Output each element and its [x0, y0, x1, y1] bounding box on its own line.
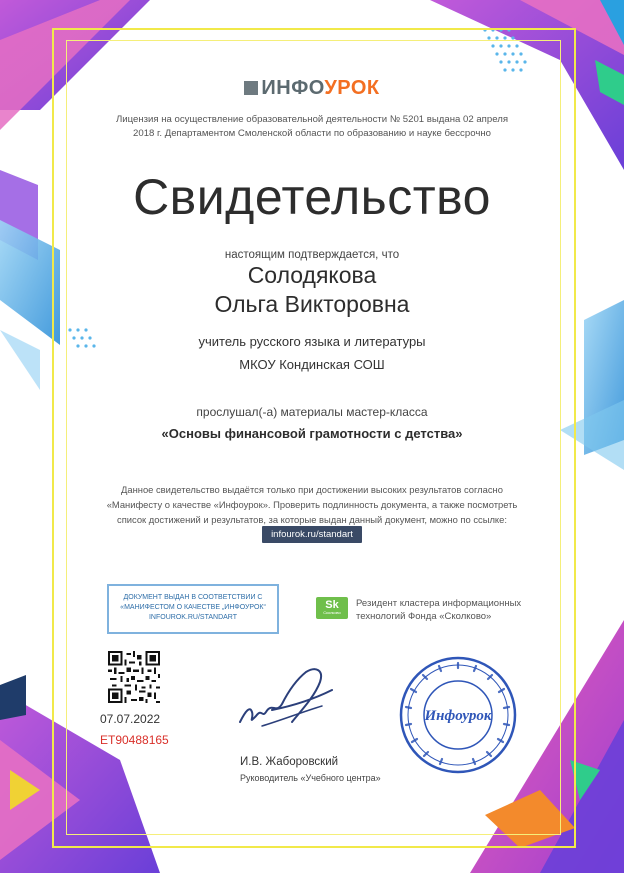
skolkovo-badge-text: Sk: [325, 599, 339, 611]
official-seal: [398, 655, 518, 775]
qr-code[interactable]: [108, 651, 160, 703]
manifest-line-3: INFOUROK.RU/STANDART: [148, 614, 238, 621]
disclaimer-line-2: «Манифесту о качестве «Инфоурок». Проверить подлинность документа, а также посмотреть: [106, 499, 518, 510]
logo-text-urok: УРОК: [324, 77, 380, 99]
certificate-id: ЕТ90488165: [100, 733, 169, 747]
skolkovo-line-2: технологий Фонда «Сколково»: [356, 611, 492, 622]
disclaimer-text: [0, 482, 624, 527]
license-line-2: 2018 г. Департаментом Смоленской области по образованию и науке бессрочно: [133, 128, 491, 139]
signature-image: [232, 660, 342, 740]
skolkovo-logo: [316, 597, 348, 619]
issue-date: 07.07.2022: [100, 712, 161, 726]
license-text: [0, 113, 624, 141]
skolkovo-line-1: Резидент кластера информационных: [356, 598, 522, 609]
skolkovo-badge-sub: Сколково: [323, 610, 341, 615]
manifest-line-2: «МАНИФЕСТОМ О КАЧЕСТВЕ „ИНФОУРОК“: [120, 604, 266, 611]
recipient-organization: МКОУ Кондинская СОШ: [239, 357, 385, 372]
logo-mark-icon: [244, 81, 258, 95]
seal-center-text: Инфоурок: [424, 708, 492, 724]
confirm-text: настоящим подтверждается, что: [224, 249, 400, 261]
disclaimer-line-1: Данное свидетельство выдаётся только при достижении высоких результатов согласно: [121, 484, 503, 495]
skolkovo-text: [356, 597, 521, 623]
standard-link[interactable]: infourok.ru/standart: [262, 526, 362, 543]
course-title: «Основы финансовой грамотности с детства»: [161, 426, 463, 441]
logo-text-info: ИНФО: [261, 77, 325, 99]
infourok-logo: [0, 77, 624, 100]
signer-role: Руководитель «Учебного центра»: [240, 773, 381, 783]
license-line-1: Лицензия на осуществление образовательной деятельности № 5201 выдана 02 апреля: [115, 114, 509, 125]
recipient-surname: Солодякова: [247, 262, 377, 288]
signer-name: И.В. Жаборовский: [240, 756, 339, 768]
listened-text: прослушал(-а) материалы мастер-класса: [196, 405, 428, 419]
manifest-box: [107, 584, 279, 634]
disclaimer-line-3: список достижений и результатов, за которые выдан данный документ, можно по ссылке:: [117, 514, 507, 525]
certificate-title: Свидетельство: [133, 169, 491, 225]
recipient-position: учитель русского языка и литературы: [198, 334, 426, 349]
recipient-given-name: Ольга Викторовна: [214, 291, 410, 317]
manifest-line-1: ДОКУМЕНТ ВЫДАН В СООТВЕТСТВИИ С: [123, 594, 263, 601]
